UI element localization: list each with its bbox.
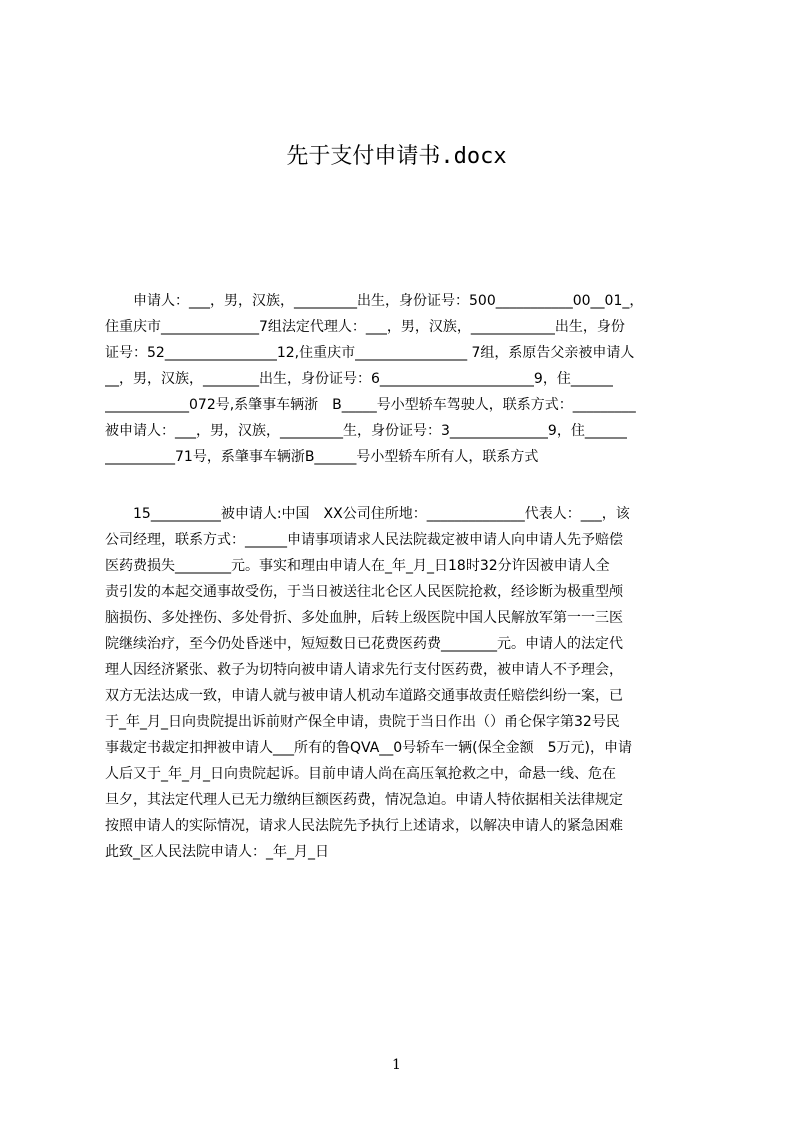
text-line: 申请人：___，男，汉族，_________出生，身份证号：500___________00__01_， <box>105 293 644 309</box>
text-line: 脑损伤、多处挫伤、多处骨折、多处血肿，后转上级医院中国人民解放军第一一三医 <box>105 610 623 626</box>
text-line: 责引发的本起交通事故受伤，于当日被送往北仑区人民医院抢救，经诊断为极重型颅 <box>105 584 623 600</box>
text-line: 此致_区人民法院申请人：_年_月_日 <box>105 844 329 860</box>
text-line: 事裁定书裁定扣押被申请人___所有的鲁QVA__0号轿车一辆(保全金额 5万元)，申请 <box>105 740 633 756</box>
text-line: 于_年_月_日向贵院提出诉前财产保全申请，贵院于当日作出（）甬仑保字第32号民 <box>105 714 620 730</box>
text-line: 双方无法达成一致，申请人就与被申请人机动车道路交通事故责任赔偿纠纷一案，已 <box>105 688 623 704</box>
text-line: 住重庆市______________7组法定代理人：___，男，汉族，____________出生，身份 <box>105 319 625 335</box>
text-line: __，男，汉族，________出生，身份证号：6______________________9，住______ <box>105 371 613 387</box>
text-line: 证号：52________________12,住重庆市________________ 7组，系原告父亲被申请人 <box>105 345 635 361</box>
text-line: 旦夕，其法定代理人已无力缴纳巨额医药费，情况急迫。申请人特依据相关法律规定 <box>105 792 623 808</box>
text-line: 按照申请人的实际情况，请求人民法院先予执行上述请求，以解决申请人的紧急困难 <box>105 818 623 834</box>
text-line: 院继续治疗，至今仍处昏迷中，短短数日已花费医药费________元。申请人的法定代 <box>105 636 623 652</box>
document-title: 先于支付申请书.docx <box>286 144 507 169</box>
paragraph-applicant-info <box>105 288 697 470</box>
text-line: 理人因经济紧张、救子为切特向被申请人请求先行支付医药费，被申请人不予理会， <box>105 662 623 678</box>
page-number: 1 <box>392 1057 401 1073</box>
text-line: __________71号，系肇事车辆浙B______号小型轿车所有人，联系方式 <box>105 449 539 465</box>
paragraph-request-and-facts <box>105 501 697 865</box>
text-line: 被申请人：___，男，汉族，_________生，身份证号：3______________9，住______ <box>105 423 627 439</box>
text-line: 人后又于_年_月_日向贵院起诉。目前申请人尚在高压氧抢救之中，命悬一线、危在 <box>105 766 616 782</box>
text-line: 医药费损失________元。事实和理由申请人在_年_月_日18时32分许因被申请人全 <box>105 558 610 574</box>
text-line: ____________072号,系肇事车辆浙 B_____号小型轿车驾驶人，联系方式：_________ <box>105 397 636 413</box>
text-line: 公司经理，联系方式：______申请事项请求人民法院裁定被申请人向申请人先予赔偿 <box>105 532 623 548</box>
text-line: 15__________被申请人:中国 XX公司住所地：______________代表人：___，该 <box>105 506 630 522</box>
